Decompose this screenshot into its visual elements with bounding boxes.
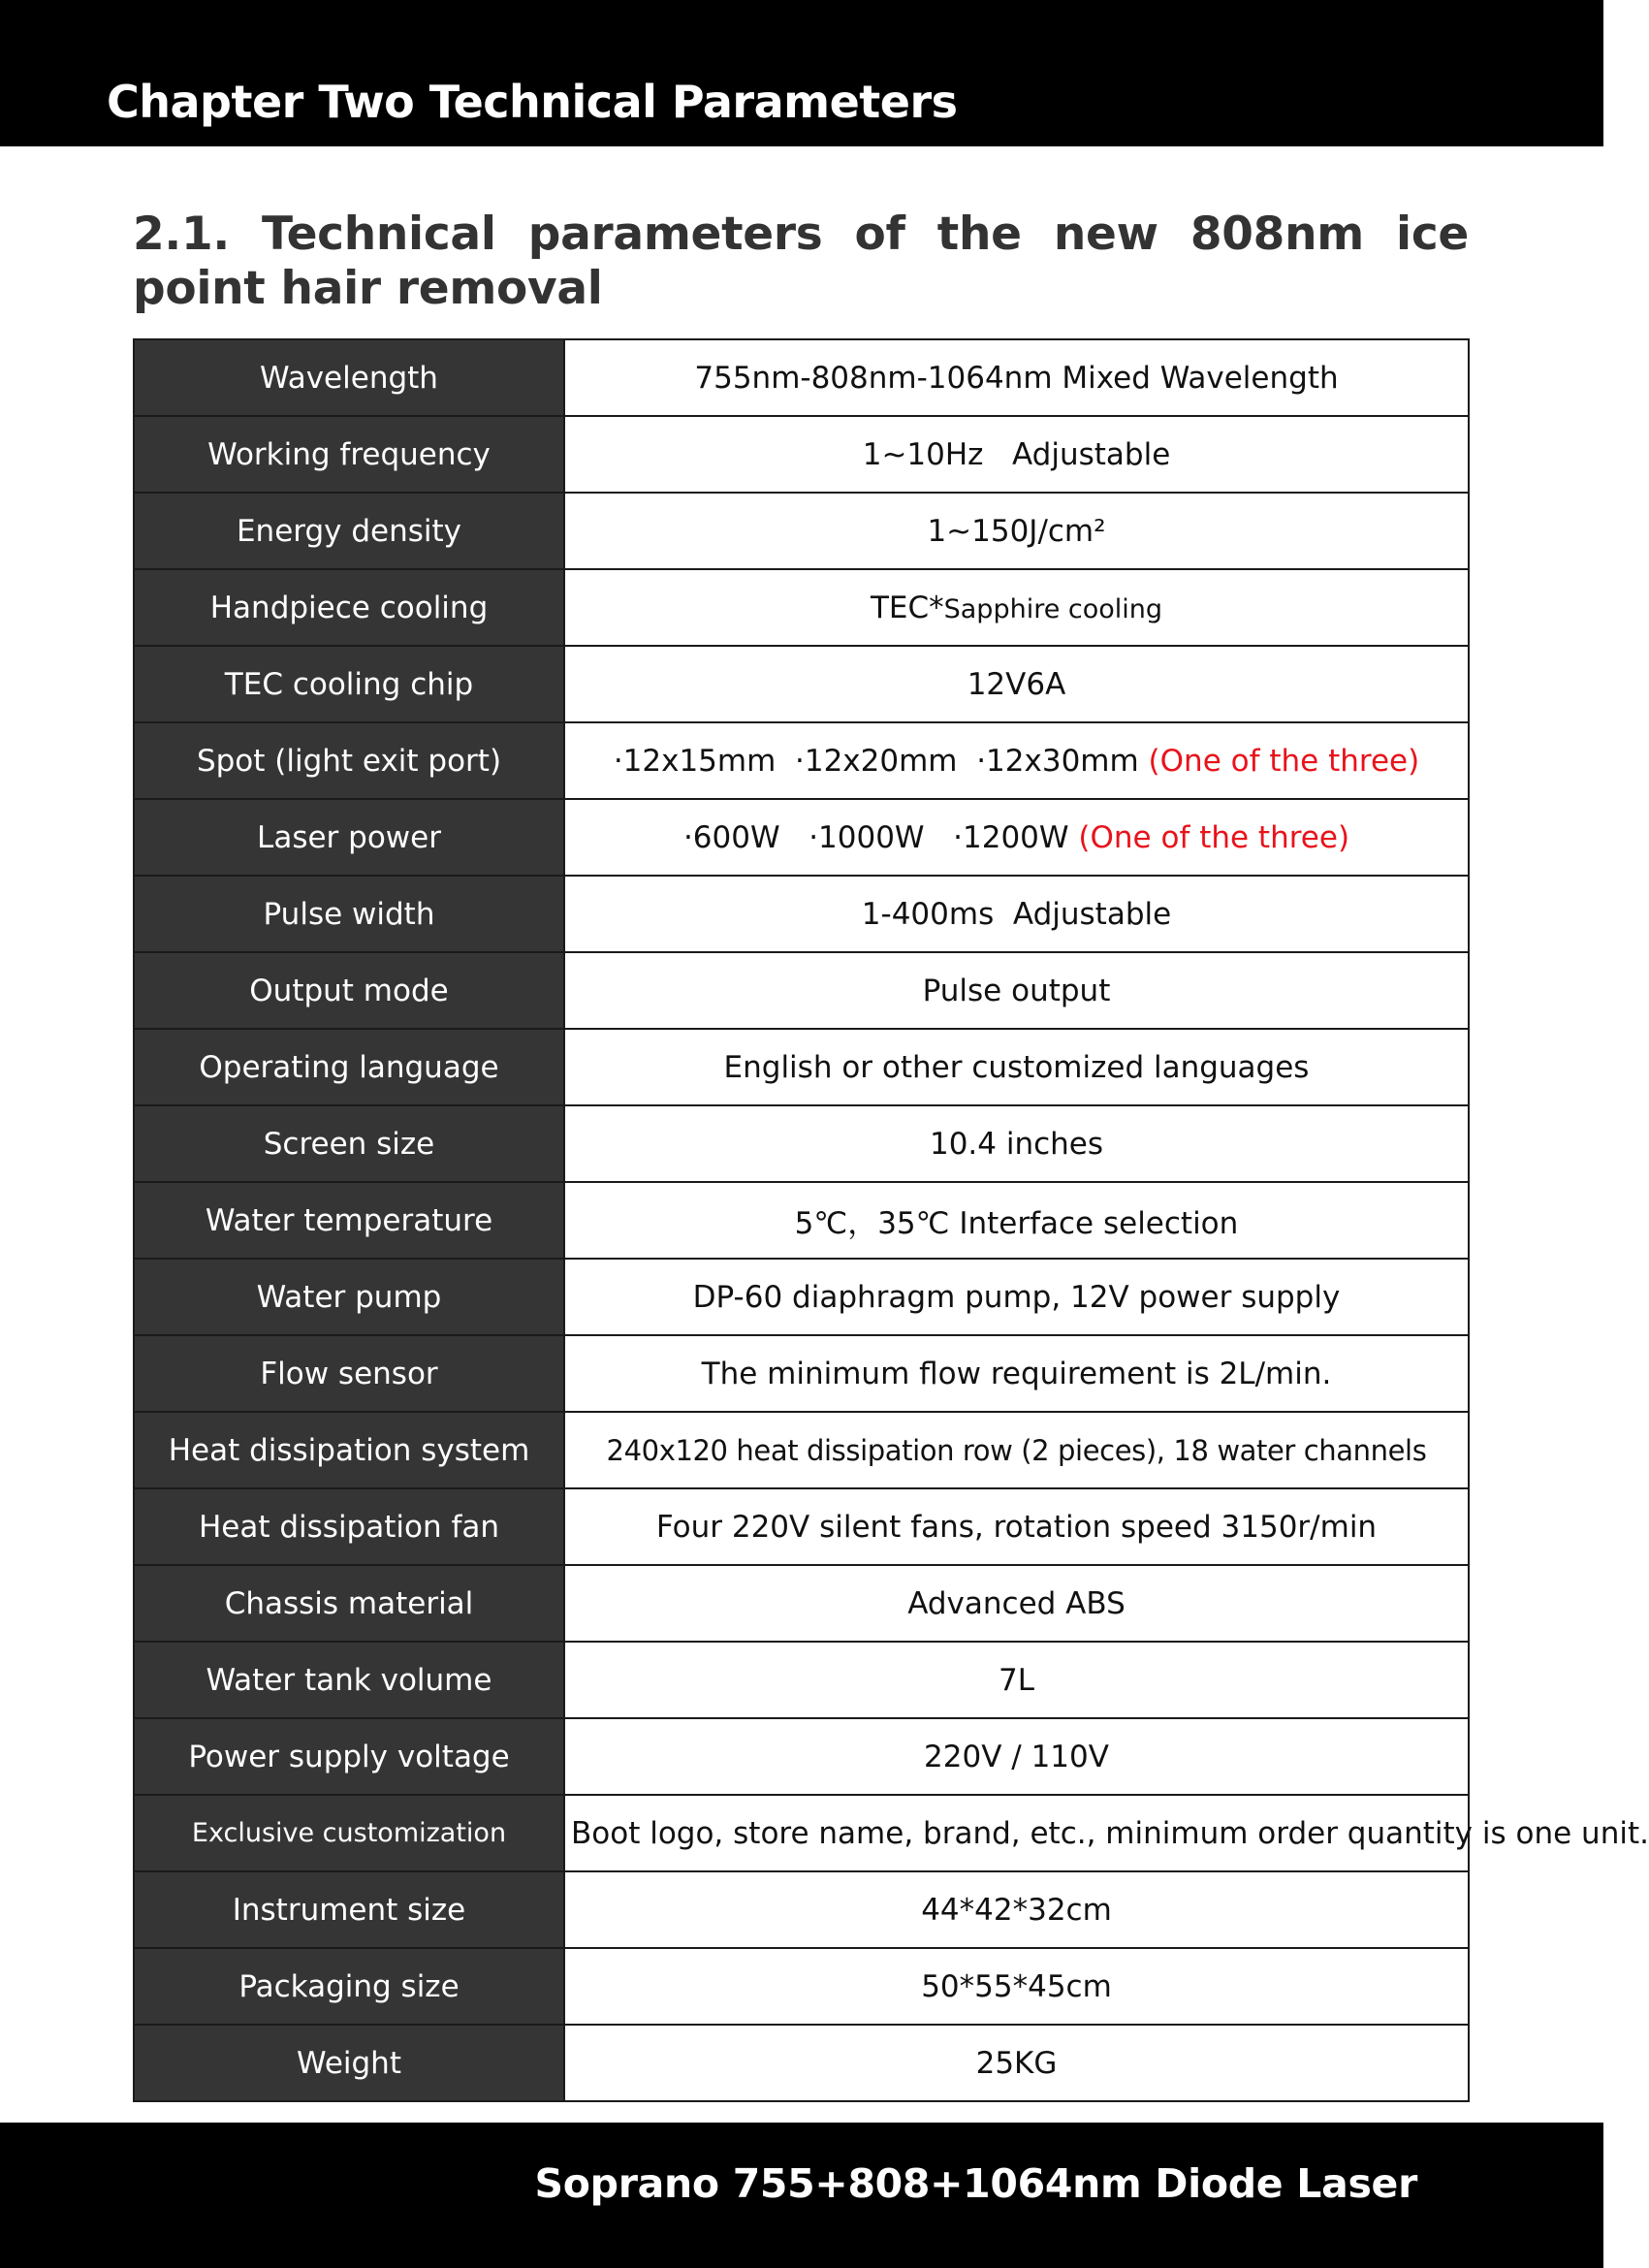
spec-label: Operating language — [134, 1029, 564, 1105]
spec-table — [133, 338, 1649, 2102]
spec-label: Heat dissipation fan — [134, 1488, 564, 1565]
table-row — [134, 339, 1469, 416]
spec-value: Four 220V silent fans, rotation speed 3150r/min — [564, 1488, 1469, 1565]
spec-label: Output mode — [134, 952, 564, 1029]
spec-label: Heat dissipation system — [134, 1412, 564, 1488]
spec-value: 25KG — [564, 2025, 1469, 2101]
table-row — [134, 1029, 1469, 1105]
table-row — [134, 1718, 1469, 1795]
spec-label: Water tank volume — [134, 1642, 564, 1718]
section-heading: 2.1. Technical parameters of the new 808nm ice point hair removal — [133, 208, 1469, 315]
spec-value: 755nm-808nm-1064nm Mixed Wavelength — [564, 339, 1469, 416]
table-row — [134, 952, 1469, 1029]
spec-value: 5℃，35℃ Interface selection — [564, 1182, 1469, 1259]
spec-label: Instrument size — [134, 1871, 564, 1948]
spec-value — [564, 722, 1469, 799]
spec-value: Boot logo, store name, brand, etc., minimum order quantity is one unit. — [564, 1795, 1469, 1871]
footer-product-title: Soprano 755+808+1064nm Diode Laser — [534, 2160, 1417, 2207]
spec-note: (One of the three) — [1148, 743, 1420, 779]
spec-value — [564, 416, 1469, 493]
spec-label: Wavelength — [134, 339, 564, 416]
table-row — [134, 2025, 1469, 2101]
table-row — [134, 416, 1469, 493]
spec-label: Weight — [134, 2025, 564, 2101]
table-row — [134, 493, 1469, 569]
spec-label: Exclusive customization — [134, 1795, 564, 1871]
spec-value: 7L — [564, 1642, 1469, 1718]
spec-value: Pulse output — [564, 952, 1469, 1029]
table-row — [134, 1259, 1469, 1335]
spec-value: 10.4 inches — [564, 1105, 1469, 1182]
spec-value-small: Sapphire cooling — [943, 593, 1163, 624]
spec-label: Packaging size — [134, 1948, 564, 2025]
spec-value-text: ·12x15mm ·12x20mm ·12x30mm — [613, 743, 1149, 779]
spec-label: Screen size — [134, 1105, 564, 1182]
spec-label: Flow sensor — [134, 1335, 564, 1412]
spec-value: 220V / 110V — [564, 1718, 1469, 1795]
spec-value: The minimum flow requirement is 2L/min. — [564, 1335, 1469, 1412]
table-row — [134, 1871, 1469, 1948]
table-row — [134, 569, 1469, 646]
table-row — [134, 876, 1469, 952]
table-row — [134, 1488, 1469, 1565]
spec-note: (One of the three) — [1078, 819, 1350, 855]
spec-value — [564, 569, 1469, 646]
table-row — [134, 722, 1469, 799]
table-row — [134, 646, 1469, 722]
spec-value: Advanced ABS — [564, 1565, 1469, 1642]
table-row — [134, 1412, 1469, 1488]
spec-value: 50*55*45cm — [564, 1948, 1469, 2025]
spec-label: Chassis material — [134, 1565, 564, 1642]
spec-label: Pulse width — [134, 876, 564, 952]
table-row — [134, 1565, 1469, 1642]
spec-label: Handpiece cooling — [134, 569, 564, 646]
spec-value: 44*42*32cm — [564, 1871, 1469, 1948]
spec-label: Power supply voltage — [134, 1718, 564, 1795]
spec-value-main: TEC* — [870, 590, 944, 625]
spec-value — [564, 799, 1469, 876]
spec-value: DP-60 diaphragm pump, 12V power supply — [564, 1259, 1469, 1335]
spec-value: 12V6A — [564, 646, 1469, 722]
spec-label: Spot (light exit port) — [134, 722, 564, 799]
spec-label: Energy density — [134, 493, 564, 569]
table-row — [134, 799, 1469, 876]
table-row — [134, 1182, 1469, 1259]
table-row — [134, 1948, 1469, 2025]
spec-value: 1~150J/cm² — [564, 493, 1469, 569]
spec-value-text: 1-400ms Adjustable — [861, 896, 1172, 932]
spec-value: English or other customized languages — [564, 1029, 1469, 1105]
table-row — [134, 1795, 1469, 1871]
spec-label: Working frequency — [134, 416, 564, 493]
spec-label: Laser power — [134, 799, 564, 876]
spec-value-text: 1~10Hz Adjustable — [862, 436, 1171, 472]
table-row — [134, 1335, 1469, 1412]
table-row — [134, 1105, 1469, 1182]
chapter-title: Chapter Two Technical Parameters — [107, 76, 958, 128]
spec-label: Water pump — [134, 1259, 564, 1335]
spec-value — [564, 876, 1469, 952]
spec-label: TEC cooling chip — [134, 646, 564, 722]
spec-value-text: ·600W ·1000W ·1200W — [682, 819, 1079, 855]
spec-label: Water temperature — [134, 1182, 564, 1259]
spec-value: 240x120 heat dissipation row (2 pieces), 18 water channels — [564, 1412, 1469, 1488]
table-row — [134, 1642, 1469, 1718]
